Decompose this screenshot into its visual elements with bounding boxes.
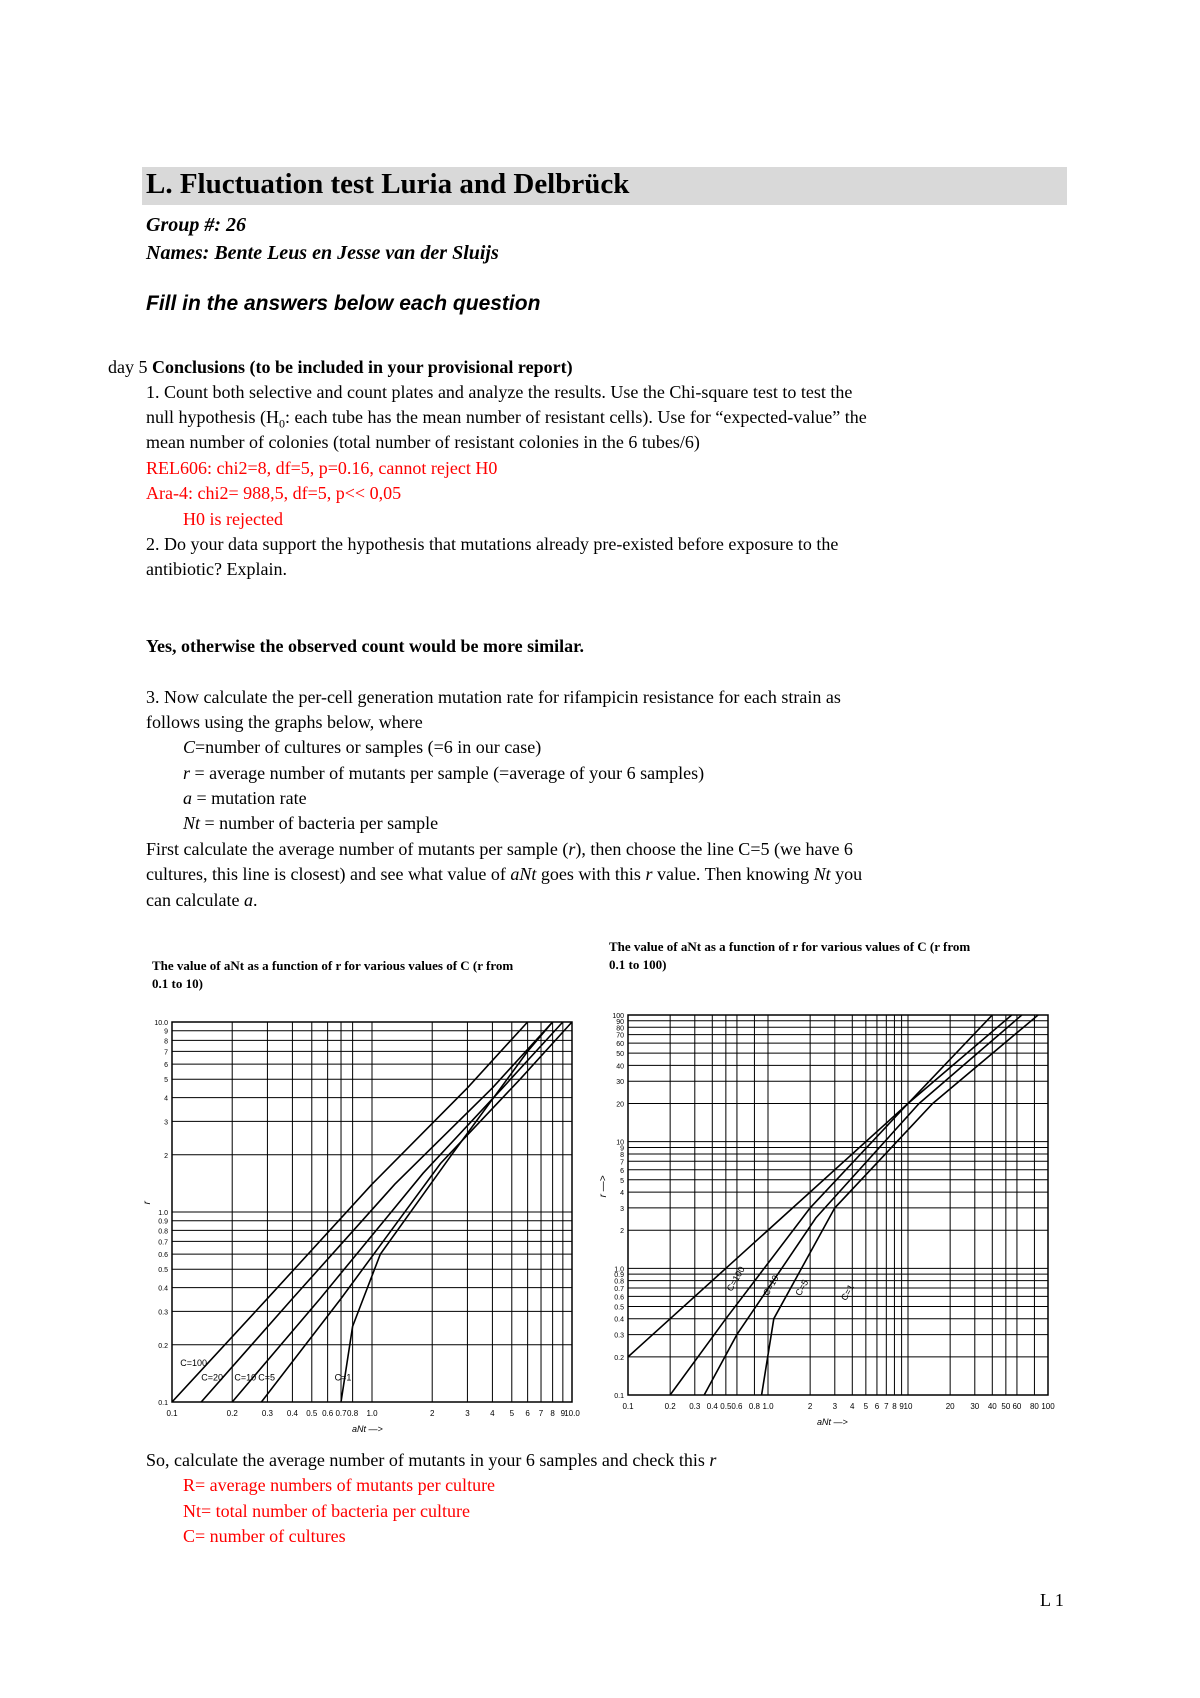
y-tick-label: 0.4 <box>158 1285 168 1293</box>
y-tick-label: 60 <box>616 1041 624 1049</box>
curve-line <box>670 1015 1012 1395</box>
curve-line <box>704 1015 1022 1395</box>
x-tick-label: 0.1 <box>622 1402 634 1411</box>
graph-right-chart <box>598 995 1058 1427</box>
group-number: Group #: 26 <box>146 214 247 236</box>
x-tick-label: 8 <box>892 1402 897 1411</box>
x-tick-label: 0.2 <box>226 1409 238 1418</box>
y-tick-label: 70 <box>616 1032 624 1040</box>
y-tick-label: 3 <box>620 1205 624 1213</box>
y-tick-label: 80 <box>616 1025 624 1033</box>
y-tick-label: 0.6 <box>158 1252 168 1260</box>
x-tick-label: 0.8 <box>347 1409 359 1418</box>
y-tick-label: 5 <box>164 1077 168 1085</box>
x-tick-label: 7 <box>884 1402 889 1411</box>
x-tick-label: 8 <box>550 1409 555 1418</box>
y-tick-label: 50 <box>616 1051 624 1059</box>
y-tick-label: 0.6 <box>614 1294 624 1302</box>
curve-label: C=100 <box>724 1264 747 1294</box>
curve-label: C=5 <box>793 1277 811 1298</box>
q1-line-2: null hypothesis ($H_0$: each tube has the mean number of resistant cells). Use for “expected-value” the <box>146 407 867 431</box>
x-tick-label: 100 <box>1041 1402 1055 1411</box>
q1-answer-rel606: REL606: chi2=8, df=5, p=0.16, cannot reject H0 <box>146 458 498 478</box>
y-tick-label: 10 <box>616 1139 624 1147</box>
answer-r-definition: R= average numbers of mutants per culture <box>183 1475 496 1495</box>
y-tick-label: 3 <box>164 1119 168 1127</box>
day-heading <box>108 357 573 378</box>
x-tick-label: 5 <box>509 1409 515 1418</box>
def-r: r = average number of mutants per sample (=average of your 6 samples) <box>183 763 705 783</box>
x-tick-label: 0.4 <box>706 1402 718 1411</box>
x-tick-label: 20 <box>945 1402 955 1411</box>
answer-c-definition: C= number of cultures <box>183 1526 346 1546</box>
y-tick-label: 0.5 <box>158 1267 168 1275</box>
y-tick-label: 0.9 <box>614 1272 624 1280</box>
q3-line-2: follows using the graphs below, where <box>146 712 423 732</box>
y-tick-label: 4 <box>620 1190 624 1198</box>
y-tick-label: 0.4 <box>614 1316 624 1324</box>
y-tick-label: 100 <box>612 1013 624 1020</box>
x-axis-label: aNt —> <box>352 1424 383 1434</box>
q3-para-3: can calculate a. <box>146 890 258 910</box>
x-tick-label: 0.1 <box>166 1409 178 1418</box>
y-tick-label: 0.2 <box>614 1354 624 1362</box>
def-c: C=number of cultures or samples (=6 in our case) <box>183 737 542 757</box>
q2-answer: Yes, otherwise the observed count would be more similar. <box>146 636 584 656</box>
q1-line-3: mean number of colonies (total number of resistant colonies in the 6 tubes/6) <box>146 432 700 452</box>
y-tick-label: 40 <box>616 1063 624 1071</box>
y-tick-label: 0.8 <box>614 1278 624 1286</box>
y-tick-label: 90 <box>616 1018 624 1026</box>
y-tick-label: 0.1 <box>614 1393 624 1400</box>
x-tick-label: 60 <box>1012 1402 1022 1411</box>
y-tick-label: 6 <box>164 1062 168 1070</box>
y-tick-label: 10.0 <box>154 1020 168 1027</box>
y-tick-label: 8 <box>620 1151 624 1159</box>
so-line: So, calculate the average number of mutants in your 6 samples and check this r <box>146 1450 717 1470</box>
x-tick-label: 1.0 <box>762 1402 774 1411</box>
x-tick-label: 0.8 <box>748 1402 760 1411</box>
x-tick-label: 80 <box>1029 1402 1039 1411</box>
curve-label: C=10 <box>234 1372 257 1383</box>
day-title: Conclusions (to be included in your provisional report) <box>152 357 573 377</box>
y-tick-label: 0.5 <box>614 1304 624 1312</box>
def-a: a = mutation rate <box>183 788 307 808</box>
def-nt: Nt = number of bacteria per sample <box>183 813 439 833</box>
y-tick-label: 9 <box>164 1028 168 1036</box>
x-tick-label: 6 <box>874 1402 880 1411</box>
y-tick-label: 4 <box>164 1095 168 1103</box>
y-tick-label: 0.7 <box>158 1239 168 1247</box>
student-names: Names: Bente Leus en Jesse van der Sluijs <box>146 242 499 264</box>
y-tick-label: 0.7 <box>614 1285 624 1293</box>
page-title: L. Fluctuation test Luria and Delbrück <box>146 168 630 200</box>
curve-label: C=10 <box>761 1273 781 1298</box>
graph-right-caption: The value of aNt as a function of r for various values of C (r from 0.1 to 100) <box>609 939 971 972</box>
curve-label: C=100 <box>180 1357 208 1368</box>
q2-line-1: 2. Do your data support the hypothesis that mutations already pre-existed before exposure to the <box>146 534 839 554</box>
y-tick-label: 9 <box>620 1145 624 1153</box>
x-tick-label: 0.4 <box>286 1409 298 1418</box>
x-tick-label: 2 <box>429 1409 435 1418</box>
curve-line <box>762 1015 1039 1395</box>
x-tick-label: 0.3 <box>689 1402 701 1411</box>
x-tick-label: 4 <box>490 1409 495 1418</box>
x-tick-label: 3 <box>832 1402 838 1411</box>
y-tick-label: 30 <box>616 1079 624 1087</box>
graph-left-chart <box>142 1000 590 1434</box>
y-axis-label: r <box>142 1201 153 1205</box>
curve-label: C=5 <box>258 1372 276 1383</box>
y-tick-label: 2 <box>164 1152 168 1160</box>
y-tick-label: 7 <box>164 1049 168 1057</box>
y-tick-label: 0.8 <box>158 1228 168 1236</box>
x-tick-label: 0.6 <box>322 1409 334 1418</box>
answer-nt-definition: Nt= total number of bacteria per culture <box>183 1501 471 1521</box>
y-tick-label: 1.0 <box>158 1210 168 1217</box>
y-tick-label: 0.2 <box>158 1342 168 1350</box>
x-tick-label: 1.0 <box>366 1409 378 1418</box>
y-axis-label: r —> <box>598 1175 609 1198</box>
x-tick-label: 10.0 <box>564 1409 580 1418</box>
x-tick-label: 50 <box>1001 1402 1011 1411</box>
curve-label: C=1 <box>334 1372 352 1383</box>
y-tick-label: 8 <box>164 1038 168 1046</box>
x-tick-label: 9 <box>899 1402 904 1411</box>
y-tick-label: 0.1 <box>158 1400 168 1407</box>
y-tick-label: 0.3 <box>158 1309 168 1317</box>
x-tick-label: 0.5 <box>306 1409 318 1418</box>
y-tick-label: 20 <box>616 1101 624 1109</box>
graph-left-caption: The value of aNt as a function of r for various values of C (r from 0.1 to 10) <box>152 958 514 991</box>
curve-label: C=1 <box>838 1282 856 1303</box>
y-tick-label: 0.9 <box>158 1218 168 1226</box>
q2-line-2: antibiotic? Explain. <box>146 559 287 579</box>
x-tick-label: 30 <box>970 1402 980 1411</box>
day-prefix: day 5 <box>108 357 152 377</box>
x-tick-label: 0.5 <box>720 1402 732 1411</box>
x-tick-label: 4 <box>850 1402 855 1411</box>
x-tick-label: 0.6 <box>731 1402 743 1411</box>
x-tick-label: 6 <box>525 1409 530 1418</box>
x-tick-label: 2 <box>807 1402 813 1411</box>
instruction-text: Fill in the answers below each question <box>146 292 541 315</box>
x-tick-label: 3 <box>465 1409 470 1418</box>
y-tick-label: 6 <box>620 1167 624 1175</box>
page-number: L 1 <box>1040 1590 1064 1610</box>
x-tick-label: 7 <box>538 1409 544 1418</box>
q3-para-1: First calculate the average number of mutants per sample (r), then choose the line C=5 (we have 6 <box>146 839 853 859</box>
x-tick-label: 0.2 <box>664 1402 676 1411</box>
y-tick-label: 5 <box>620 1177 624 1185</box>
q3-para-2: cultures, this line is closest) and see what value of aNt goes with this r value. Then knowing Nt you <box>146 864 863 884</box>
y-tick-label: 2 <box>620 1228 624 1236</box>
x-tick-label: 5 <box>863 1402 869 1411</box>
y-tick-label: 1.0 <box>614 1266 624 1274</box>
x-axis-label: aNt —> <box>817 1417 848 1427</box>
x-tick-label: 0.7 <box>335 1409 347 1418</box>
x-tick-label: 10 <box>903 1402 913 1411</box>
x-tick-label: 40 <box>987 1402 997 1411</box>
x-tick-label: 0.3 <box>261 1409 273 1418</box>
q3-line-1: 3. Now calculate the per-cell generation mutation rate for rifampicin resistance for each strain as <box>146 687 841 707</box>
y-tick-label: 7 <box>620 1159 624 1167</box>
q1-line-1: 1. Count both selective and count plates and analyze the results. Use the Chi-square test to test the <box>146 382 853 402</box>
curve-label: C=20 <box>201 1372 224 1383</box>
q1-answer-ara4: Ara-4: chi2= 988,5, df=5, p<< 0,05 <box>146 483 402 503</box>
q1-answer-conclusion: H0 is rejected <box>183 509 283 529</box>
x-tick-label: 9 <box>560 1409 566 1418</box>
y-tick-label: 0.3 <box>614 1332 624 1340</box>
